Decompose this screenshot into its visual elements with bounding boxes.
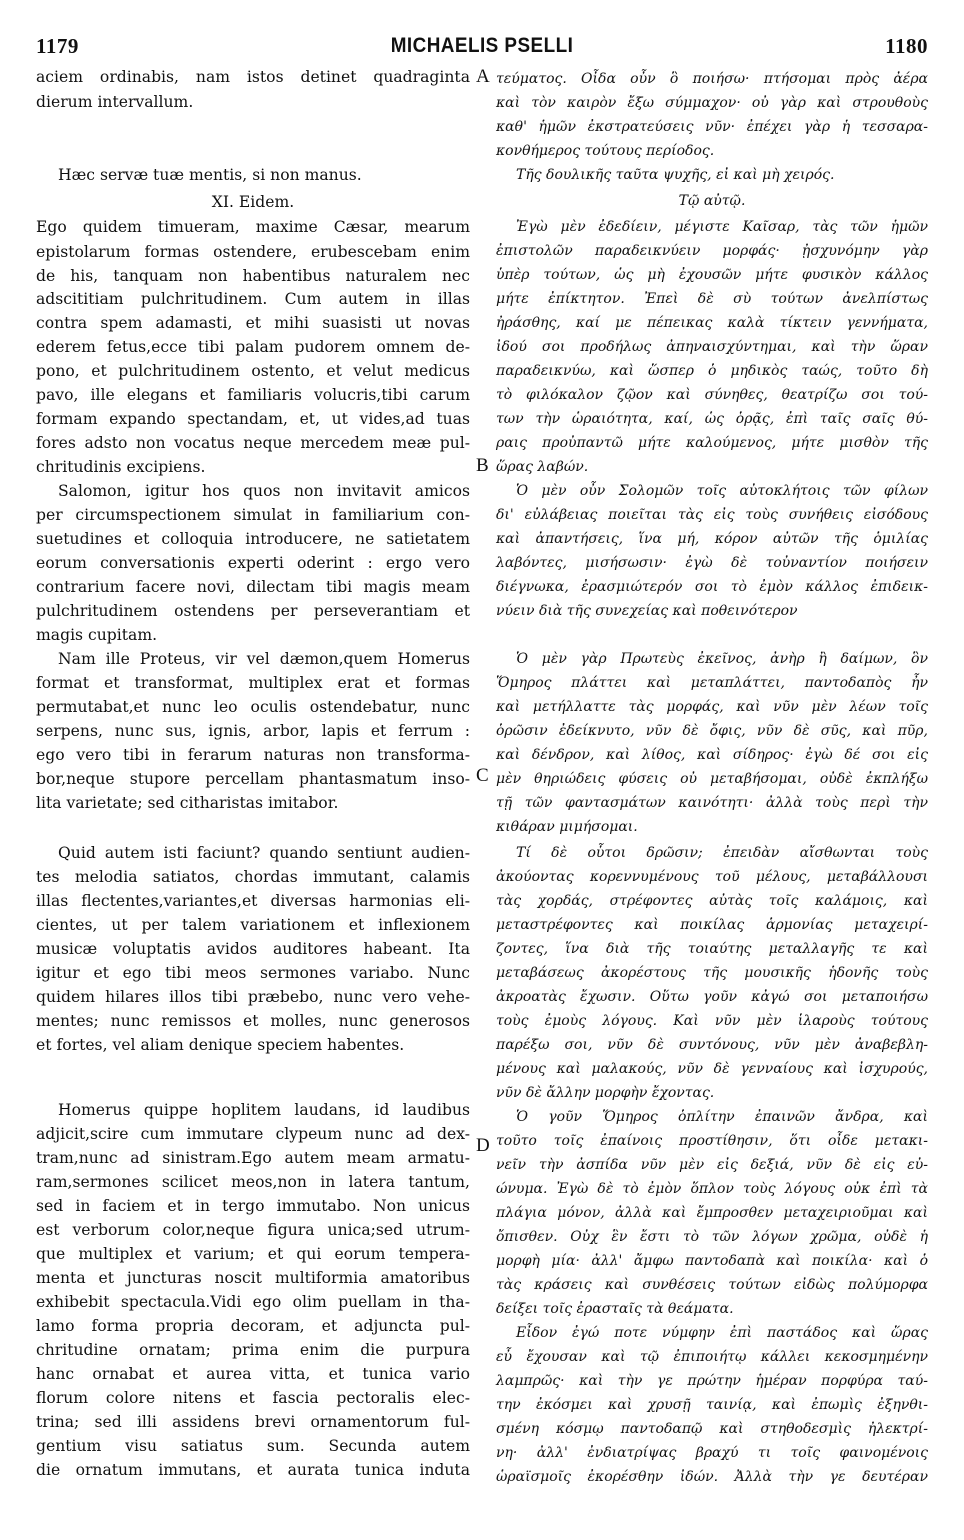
greek-line: καὶ μετήλλαττε τὰς μορφάς, καὶ νῦν μὲν λέων τοῖς (496, 699, 928, 715)
latin-line: bor,neque stupore percellam phantasmatum inso- (36, 770, 470, 788)
greek-line: νεῖν τὴν ἀσπίδα νῦν μὲν εἰς δεξιά, νῦν δὲ εἰς εὐ- (496, 1157, 928, 1173)
greek-line: Ὁ γοῦν Ὅμηρος ὁπλίτην ἐπαινῶν ἄνδρα, καὶ (516, 1109, 928, 1125)
section-marker-b: B (476, 455, 489, 476)
greek-line: ὄπισθεν. Οὐχ ἓν ἔστι τὸ τῶν λόγων χρῶμα, οὐδὲ ἡ (496, 1229, 928, 1245)
greek-line: τοὺς ἐμοὺς λόγους. Καὶ νῦν μὲν ἱλαροὺς τούτους (496, 1013, 928, 1029)
section-marker-a: A (476, 66, 490, 87)
greek-line: εὖ ἔχουσαν καὶ τῷ ἐπιποιήτῳ κάλλει κεκοσμημένην (496, 1349, 928, 1365)
greek-line: ἀκροατὰς ἔχωσιν. Οὕτω γοῦν κἀγώ σοι μεταποιήσω (496, 989, 928, 1005)
greek-line: καὶ δένδρον, καὶ λίθος, καὶ σίδηρος· ἐγὼ δέ σοι εἰς (496, 747, 928, 763)
greek-line: Ὁ μὲν οὖν Σολομῶν τοῖς αὐτοκλήτοις τῶν φίλων (516, 483, 928, 499)
page-number-left: 1179 (36, 34, 79, 58)
latin-line: serpens, nunc sus, ignis, arbor, lapis et ferrum : (36, 722, 470, 740)
greek-line: λαμπρῶς· καὶ τὴν γε πρώτην ἡμέραν πορφύρα ταύ- (496, 1373, 928, 1389)
latin-line: tes melodia satiatos, chordas immutant, calamis (36, 868, 470, 886)
greek-line: Ὅμηρος πλάττει καὶ μεταπλάττει, παντοδαπὸς ἦν (496, 675, 928, 691)
greek-line: τῇ τῶν φαντασμάτων καινότητι· ἀλλὰ τοὺς περὶ τὴν (496, 795, 928, 811)
greek-line: πλάγια μόνον, ἀλλὰ καὶ ἔμπροσθεν μεταχειριοῦμαι καὶ (496, 1205, 928, 1221)
greek-line: τοῦτο τοῖς ἐπαίνοις προστίθησιν, ὅτι οἶδε μετακι- (496, 1133, 928, 1149)
latin-line: lita varietate; sed citharistas imitabor. (36, 794, 339, 812)
greek-column (496, 0, 928, 1540)
greek-line: ὁρῶσιν ἐδείκνυτο, νῦν δὲ ὄφις, νῦν δὲ σῦς, καὶ πῦρ, (496, 723, 928, 739)
latin-line: dierum intervallum. (36, 93, 194, 111)
latin-line: est verborum color,neque figura unica;sed utrum- (36, 1221, 470, 1239)
latin-line: quidem hilares illos tibi præbebo, nunc vero vehe- (36, 988, 470, 1006)
greek-line: τεύματος. Οἶδα οὖν ὃ ποιήσω· πτήσομαι πρὸς ἀέρα (496, 71, 928, 87)
latin-line: musicæ voluptatis avidos auditores habeant. Ita (36, 940, 470, 958)
latin-line: ego vero tibi in ferarum naturas non transforma- (36, 746, 470, 764)
greek-line: Ὁ μὲν γὰρ Πρωτεὺς ἐκεῖνος, ἀνὴρ ἢ δαίμων, ὃν (516, 651, 928, 667)
latin-line: ederem fetus,ecce tibi palam pudorem omnem de- (36, 338, 470, 356)
section-marker-c: C (476, 765, 489, 786)
latin-heading: XI. Eidem. (211, 193, 295, 211)
greek-line: καὶ τὸν καιρὸν ἔξω σύμμαχον· οὐ γὰρ καὶ στρουθοὺς (496, 95, 928, 111)
greek-line: κιθάραν μιμήσομαι. (496, 819, 638, 835)
greek-line: διέγνωκα, ἐρασμιώτερόν σοι τὸ ἐμὸν κάλλος ἐπιδεικ- (496, 579, 928, 595)
latin-line: pavo, ille elegans et familiaris volucris,tibi carum (36, 386, 470, 404)
latin-line: mentes; nunc remissos et molles, nunc generosos (36, 1012, 470, 1030)
latin-line: sed in faciem et in tergo immutabo. Non unicus (36, 1197, 470, 1215)
latin-line: Quid autem isti faciunt? quando sentiunt audien- (58, 844, 470, 862)
greek-heading: Τῷ αὐτῷ. (678, 193, 746, 209)
greek-line: μήτε ἐπίκτητον. Ἐπεὶ δὲ σὺ τούτων ἀνελπίστως (496, 291, 928, 307)
greek-line: μορφὴ μία· ἀλλ' ἄμφω παντοδαπὰ καὶ ποικίλα· καὶ ὁ (496, 1253, 928, 1269)
latin-line: de his, tanquam non habentibus naturalem nec (36, 267, 470, 285)
latin-line: formam expando spectandam, et, ut vides,ad tuas (36, 410, 470, 428)
greek-line: ώνυμα. Ἐγὼ δὲ τὸ ἐμὸν ὅπλον τοὺς λόγους οὐκ ἐπὶ τὰ (496, 1181, 928, 1197)
latin-line: menta et juncturas noscit multiformia amatoribus (36, 1269, 470, 1287)
latin-line: pulchritudinem ostendens per perseverantiam et (36, 602, 470, 620)
latin-line: contrarium facere novi, dilectam tibi magis meam (36, 578, 470, 596)
greek-line: την ἐκόσμει καὶ χρυσῇ ταινίᾳ, καὶ ἐπωμὶς ἐξηνθι- (496, 1397, 928, 1413)
latin-line: epistolarum formas ostendere, erubescebam enim (36, 243, 470, 261)
latin-line: adscititiam pulchritudinem. Cum autem in illas (36, 290, 470, 308)
latin-line: fores adsto non vocatus neque mercedem meæ pul- (36, 434, 470, 452)
latin-line: tram,nunc ad sinistram.Ego autem meam armatu- (36, 1149, 470, 1167)
greek-line: καθ' ἡμῶν ἐκστρατεύσεις νῦν· ἐπέχει γὰρ ἡ τεσσαρα- (496, 119, 928, 135)
greek-line: μὲν θηριώδεις φύσεις οὐ μεταβήσομαι, οὐδὲ ἐκπλήξω (496, 771, 928, 787)
greek-line: μεταβάσεως ἀκορέστους τῆς μουσικῆς ἡδονῆς τοὺς (496, 965, 928, 981)
greek-line: κονθήμερος τούτους περίοδος. (496, 143, 715, 159)
latin-line: hanc ornabat et aurea vitta, et tunica vario (36, 1365, 470, 1383)
greek-line: τὸ φιλόκαλον ζῷον καὶ σύνηθες, θεατρίζω σοι τού- (496, 387, 928, 403)
greek-line: δείξει τοῖς ἐρασταῖς τὰ θεάματα. (496, 1301, 734, 1317)
greek-line: σμένη κόσμῳ παντοδαπῷ καὶ στηθοδεσμὶς ἠλεκτρί- (496, 1421, 928, 1437)
latin-line: die ornatum immutans, et aurata tunica induta (36, 1461, 470, 1479)
latin-line: Salomon, igitur hos quos non invitavit amicos (58, 482, 470, 500)
latin-line: Ego quidem timueram, maxime Cæsar, mearum (36, 218, 470, 236)
latin-line: ram,sermones scilicet meos,non in latera tantum, (36, 1173, 470, 1191)
greek-line: νη· ἀλλ' ἐνδιατρίψας βραχύ τι τοῖς φαινομένοις (496, 1445, 928, 1461)
latin-line: permutabat,et nunc leo oculis ostendebatur, nunc (36, 698, 470, 716)
greek-line: ζοντες, ἵνα διὰ τῆς τοιαύτης μεταλλαγῆς τε καὶ (496, 941, 928, 957)
latin-line: exhibebit spectacula.Vidi ego olim puellam in tha- (36, 1293, 470, 1311)
latin-line: gentium visu satiatus sum. Secunda autem (36, 1437, 470, 1455)
greek-line: ἐπιστολῶν παραδεικνύειν μορφάς· ᾐσχυνόμην γὰρ (496, 243, 928, 259)
latin-line: format et transformat, multiplex erat et formas (36, 674, 470, 692)
latin-line: pono, et pulchritudinem ostento, et velut medicus (36, 362, 470, 380)
latin-line: chritudinis excipiens. (36, 458, 206, 476)
greek-line: των τὴν ὡραιότητα, καί, ὡς ὁρᾷς, ἐπὶ ταῖς σαῖς θύ- (496, 411, 928, 427)
latin-line: adjicit,scire cum immutare clypeum nunc ad dex- (36, 1125, 470, 1143)
latin-line: trina; sed illi assidens brevi ornamentorum ful- (36, 1413, 470, 1431)
latin-line: igitur et ego tibi meos sermones variabo. Nunc (36, 964, 470, 982)
greek-line: μεταστρέφοντες καὶ ποικίλας ἁρμονίας μεταχειρί- (496, 917, 928, 933)
greek-line: λαβόντες, μισήσωσιν· ἐγὼ δὲ τοὐναντίον ποιήσειν (496, 555, 928, 571)
greek-line: μένους καὶ μαλακούς, νῦν δὲ γενναίους καὶ ἰσχυρούς, (496, 1061, 928, 1077)
latin-line: per circumspectionem simulat in familiarium con- (36, 506, 470, 524)
greek-line: ἀκούοντας κορεννυμένους τοῦ μέλους, μεταβάλλουσι (496, 869, 928, 885)
latin-column (36, 0, 470, 1540)
greek-line: ὡραϊσμοῖς ἐκορέσθην ἰδών. Ἀλλὰ τὴν γε δευτέραν (496, 1469, 928, 1485)
latin-line: eorum conversationis experti oderint : ergo vero (36, 554, 470, 572)
greek-line: ὑπὲρ τούτων, ὡς μὴ ἐχουσῶν μήτε φυσικὸν κάλλος (496, 267, 928, 283)
latin-line: Nam ille Proteus, vir vel dæmon,quem Homerus (58, 650, 470, 668)
latin-line: lamo forma propria decoram, et adjuncta pul- (36, 1317, 470, 1335)
section-marker-d: D (476, 1135, 490, 1156)
greek-line: Τί δὲ οὗτοι δρῶσιν; ἐπειδὰν αἴσθωνται τοὺς (516, 845, 928, 861)
greek-line: Εἶδον ἐγώ ποτε νύμφην ἐπὶ παστάδος καὶ ὥρας (516, 1325, 928, 1341)
greek-line: ραις προὐπαντῶ μήτε καλούμενος, μήτε μισθὸν τῆς (496, 435, 928, 451)
latin-line: illas flectentes,variantes,et diversas harmonias eli- (36, 892, 470, 910)
latin-line: contra spem adamasti, et mihi suasisti ut novas (36, 314, 470, 332)
greek-line: παρέξω σοι, νῦν δὲ συντόνους, νῦν μὲν ἀναβεβλη- (496, 1037, 928, 1053)
greek-line: δι' εὐλάβειας ποιεῖται τὰς εἰς τοὺς συνήθεις εἰσόδους (496, 507, 928, 523)
greek-line: καὶ ἀπαντήσεις, ἵνα μή, κόρον αὐτῶν τῆς ὁμιλίας (496, 531, 928, 547)
latin-line: cientes, ut per talem variationem et inflexionem (36, 916, 470, 934)
greek-line: ἰδού σοι προδήλως ἀπηναισχύντημαι, καὶ τὴν ὥραν (496, 339, 928, 355)
latin-line: magis cupitam. (36, 626, 158, 644)
running-title: MICHAELIS PSELLI (390, 34, 574, 57)
greek-line: ἠράσθης, καί με πέπεικας καλὰ τίκτειν γεννήματα, (496, 315, 928, 331)
page-number-right: 1180 (885, 34, 928, 58)
greek-line: τὰς κράσεις καὶ συνθέσεις τούτων εἰδὼς πολύμορφα (496, 1277, 928, 1293)
greek-line: Ἐγὼ μὲν ἐδεδίειν, μέγιστε Καῖσαρ, τὰς τῶν ἡμῶν (516, 219, 928, 235)
latin-line: Homerus quippe hoplitem laudans, id laudibus (58, 1101, 470, 1119)
latin-line: Hæc servæ tuæ mentis, si non manus. (58, 166, 362, 184)
greek-line: Τῆς δουλικῆς ταῦτα ψυχῆς, εἰ καὶ μὴ χειρός. (516, 167, 835, 183)
greek-line: παραδεικνύω, καὶ ὥσπερ ὁ μηδικὸς ταώς, τοῦτο δὴ (496, 363, 928, 379)
greek-line: τὰς χορδάς, στρέφοντες αὐτὰς τοῖς καλάμοις, καὶ (496, 893, 928, 909)
latin-line: que multiplex et varium; et qui eorum tempera- (36, 1245, 470, 1263)
greek-line: νῦν δὲ ἄλλην μορφὴν ἔχοντας. (496, 1085, 715, 1101)
latin-line: chritudine ornatam; prima enim die purpura (36, 1341, 470, 1359)
latin-line: et fortes, vel aliam denique speciem habentes. (36, 1036, 405, 1054)
latin-line: aciem ordinabis, nam istos detinet quadraginta (36, 68, 470, 86)
latin-line: florum colore nitens et fascia pectoralis elec- (36, 1389, 470, 1407)
greek-line: ὥρας λαβών. (496, 459, 589, 475)
latin-line: suetudines et colloquia introducere, ne satietatem (36, 530, 470, 548)
greek-line: νύειν διὰ τῆς συνεχείας καὶ ποθεινότερον (496, 603, 798, 619)
